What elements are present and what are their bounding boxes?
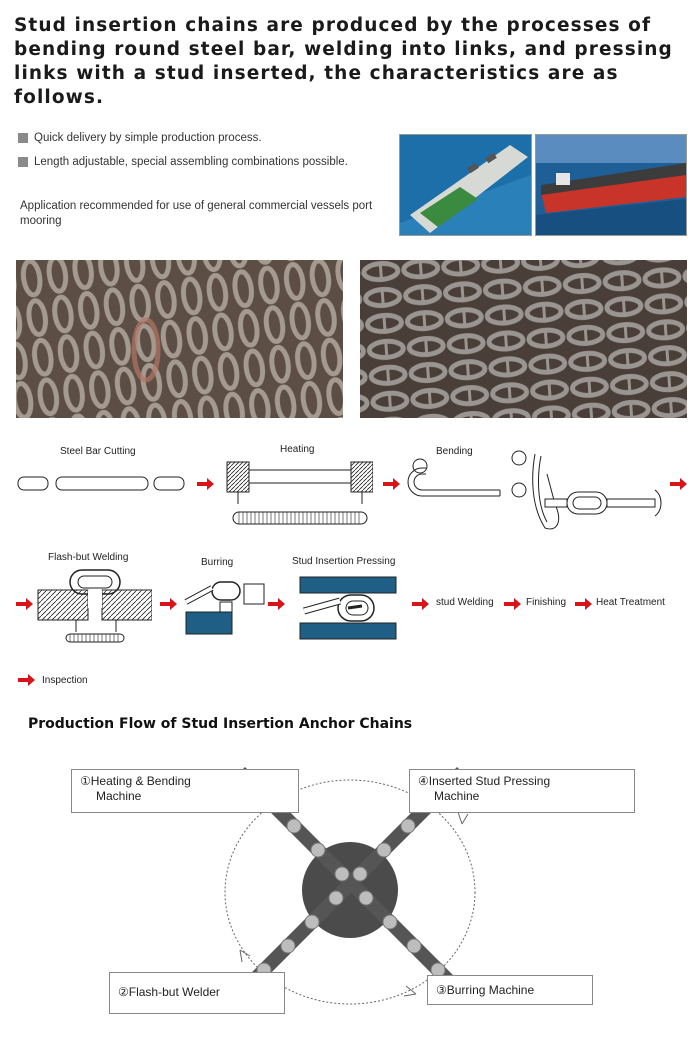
arrow-right-icon xyxy=(16,597,34,611)
feature-list xyxy=(18,132,408,180)
bullet-square-icon xyxy=(18,157,28,167)
machine-4-box xyxy=(409,769,635,813)
barge-photo xyxy=(399,134,532,236)
bending-illustration xyxy=(404,456,504,502)
feature-text: Length adjustable, special assembling combinations possible. xyxy=(34,156,348,168)
machine-1-box xyxy=(71,769,299,813)
step-burring: Burring xyxy=(201,557,234,568)
step-stud-insertion-pressing: Stud Insertion Pressing xyxy=(292,556,396,567)
machine-3-box xyxy=(427,975,593,1005)
step-flash-butt-welding: Flash-but Welding xyxy=(48,552,129,563)
intro-text: Stud insertion chains are produced by the processes of bending round steel bar, welding into links, and pressing links with a stud inserted, the characteristics are as follows. xyxy=(14,15,673,108)
production-flow-title: Production Flow of Stud Insertion Anchor Chains xyxy=(28,716,413,732)
step-bending: Bending xyxy=(436,446,473,457)
feature-item xyxy=(18,132,408,144)
arrow-right-icon xyxy=(18,673,36,687)
arrow-right-icon xyxy=(412,597,430,611)
machine-2-label: ②Flash-but Welder xyxy=(118,985,220,999)
machine-3-label: ③Burring Machine xyxy=(436,983,535,997)
tanker-ship-photo xyxy=(535,134,687,236)
burring-illustration xyxy=(182,572,266,636)
machine-2-box xyxy=(109,972,285,1014)
arrow-right-icon xyxy=(575,597,593,611)
stud-insertion-pressing-illustration xyxy=(296,575,400,641)
step-heating: Heating xyxy=(280,444,315,455)
machine-4-label: ④Inserted Stud Pressing xyxy=(418,774,551,788)
steel-bar-illustration xyxy=(16,470,188,500)
feature-item xyxy=(18,156,408,168)
machine-1-label: ①Heating & Bending xyxy=(80,774,191,788)
bullet-square-icon xyxy=(18,133,28,143)
feature-text: Quick delivery by simple production process. xyxy=(34,132,262,144)
chain-link-bending-illustration xyxy=(505,446,665,536)
arrow-right-icon xyxy=(504,597,522,611)
flash-butt-welding-illustration xyxy=(36,566,152,652)
heating-illustration xyxy=(223,458,373,534)
application-text: Application recommended for use of general commercial vessels port mooring xyxy=(20,200,373,227)
machine-1-label-line2: Machine xyxy=(96,789,142,803)
step-stud-welding: stud Welding xyxy=(436,597,494,608)
chain-pile-photo-right xyxy=(360,260,687,418)
arrow-right-icon xyxy=(670,477,688,491)
step-finishing: Finishing xyxy=(526,597,567,608)
arrow-right-icon xyxy=(268,597,286,611)
step-inspection: Inspection xyxy=(42,675,88,686)
arrow-right-icon xyxy=(197,477,215,491)
step-heat-treatment: Heat Treatment xyxy=(596,597,665,608)
arrow-right-icon xyxy=(160,597,178,611)
arrow-right-icon xyxy=(383,477,401,491)
chain-pile-photo-left xyxy=(16,260,343,418)
machine-4-label-line2: Machine xyxy=(434,789,480,803)
step-steel-bar-cutting: Steel Bar Cutting xyxy=(60,446,136,457)
